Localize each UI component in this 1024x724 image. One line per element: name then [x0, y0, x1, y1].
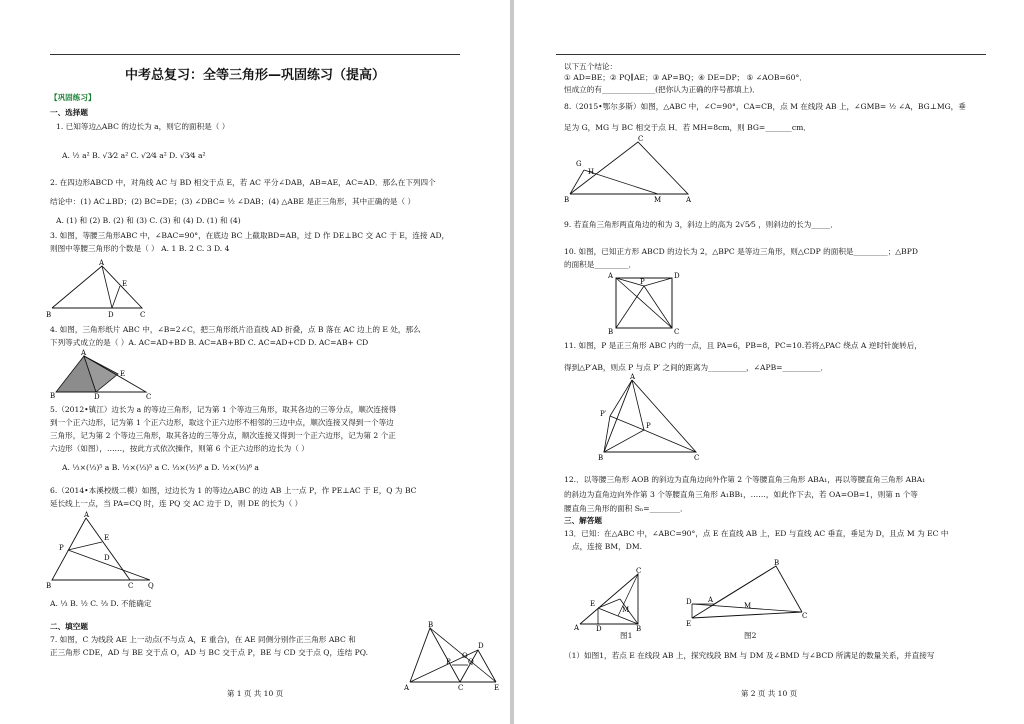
svg-text:A: A	[404, 684, 410, 690]
q12-line1: 12.．以等腰三角形 AOB 的斜边为直角边向外作第 2 个等腰直角三角形 ABA₁，再以等腰直角三角形 ABA₁	[564, 475, 926, 484]
header-rule	[556, 54, 986, 55]
page-1-number: 第 1 页 共 10 页	[226, 689, 284, 698]
svg-text:A: A	[81, 349, 87, 357]
q3-line2: 则图中等腰三角形的个数是（ ） A. 1 B. 2 C. 3 D. 4	[50, 244, 230, 253]
q7-figure	[404, 620, 504, 690]
q9-text: 9. 若直角三角形两直角边的和为 3，斜边上的高为 2√5⁄5 ，则斜边的长为_____．	[564, 220, 838, 229]
q1-options: A. ½ a² B. √3⁄2 a² C. √2⁄4 a² D. √3⁄4 a²	[62, 151, 206, 160]
svg-text:C: C	[458, 684, 464, 690]
svg-text:P: P	[640, 278, 645, 286]
svg-text:C: C	[636, 567, 642, 575]
q6-line2: 延长线上一点，当 PA=CQ 时，连 PQ 交 AC 边于 D，则 DE 的长为（ ）	[50, 499, 303, 508]
svg-text:C: C	[146, 393, 152, 400]
q13-figure-2	[686, 558, 816, 632]
svg-text:A: A	[99, 259, 105, 267]
q7-line1: 7. 如图，C 为线段 AE 上一动点(不与点 A，E 重合)，在 AE 同侧分别作正三角形 ABC 和	[50, 635, 356, 644]
q13-line2: 点，连接 BM，DM.	[572, 542, 643, 551]
q1-text: 1. 已知等边△ABC 的边长为 a，则它的面积是（ ）	[56, 122, 230, 131]
q11-figure	[596, 372, 716, 462]
q11-line2: 得到△P′AB，则点 P 与点 P′ 之间的距离为__________，∠APB=__________．	[564, 363, 829, 372]
svg-text:D: D	[478, 642, 484, 650]
svg-text:B: B	[46, 311, 52, 319]
q8-line2: 足为 G，MG 与 BC 相交于点 H．若 MH=8cm，则 BG=_______cm．	[564, 123, 811, 132]
q5-line3: 三角形，记为第 2 个等边三角形，取其各边的三等分点，顺次连接又得到一个正六边形，记为第 2 个正	[50, 431, 396, 440]
q7-answer-blank: 恒成立的有______________(把你认为正确的序号都填上)．	[564, 85, 760, 94]
svg-text:M: M	[744, 602, 752, 610]
svg-text:M: M	[654, 196, 662, 204]
q7-line2: 正三角形 CDE，AD 与 BE 交于点 O，AD 与 BC 交于点 P，BE 与 CD 交于点 Q，连结 PQ.	[50, 648, 369, 657]
svg-text:C: C	[140, 311, 146, 319]
svg-text:C: C	[128, 582, 134, 590]
svg-text:P: P	[446, 658, 451, 666]
svg-text:A: A	[574, 624, 580, 632]
q11-line1: 11. 如图，P 是正三角形 ABC 内的一点，且 PA=6，PB=8，PC=10.若将△PAC 绕点 A 逆时针旋转后，	[564, 341, 922, 350]
q13-part1: （1）如图1，若点 E 在线段 AB 上，探究线段 BM 与 DM 及∠BMD 与∠BCD 所满足的数量关系，并直接写	[564, 651, 935, 660]
svg-text:O: O	[462, 652, 468, 660]
svg-text:E: E	[122, 280, 128, 288]
q5-line1: 5.（2012•镇江）边长为 a 的等边三角形，记为第 1 个等边三角形，取其各边的三等分点，顺次连接得	[50, 405, 397, 414]
svg-text:D: D	[686, 598, 692, 606]
svg-text:Q: Q	[148, 582, 154, 590]
q8-figure	[562, 134, 702, 206]
svg-text:E: E	[590, 600, 596, 608]
page-2	[514, 0, 1024, 724]
svg-text:P: P	[59, 544, 64, 552]
q10-line1: 10. 如图，已知正方形 ABCD 的边长为 2，△BPC 是等边三角形，则△CDP 的面积是_________；△BPD	[564, 247, 918, 256]
svg-text:E: E	[494, 684, 500, 690]
q5-options: A. ⅓×(⅓)⁵ a B. ½×(⅓)⁵ a C. ⅓×(½)⁶ a D. ½×(⅓)⁶ a	[62, 463, 259, 472]
svg-text:B: B	[636, 625, 642, 632]
page-1	[0, 0, 510, 724]
svg-text:P′: P′	[600, 410, 607, 418]
svg-text:B: B	[774, 559, 780, 567]
svg-text:C: C	[694, 454, 700, 462]
svg-text:M: M	[622, 606, 630, 614]
svg-text:C: C	[802, 612, 808, 620]
q13-line1: 13．已知：在△ABC 中，∠ABC=90°，点 E 在直线 AB 上，ED 与直线 AC 垂直，垂足为 D，且点 M 为 EC 中	[564, 529, 949, 538]
q10-figure	[606, 270, 686, 334]
svg-text:D: D	[104, 554, 110, 562]
svg-text:D: D	[674, 272, 680, 280]
q6-options: A. ⅓ B. ½ C. ⅔ D. 不能确定	[50, 599, 152, 608]
section-solve: 三、解答题	[564, 516, 602, 525]
q5-line4: 六边形（如图），……，按此方式依次操作，则第 6 个正六边形的边长为（ ）	[50, 444, 309, 453]
svg-text:H: H	[588, 168, 595, 176]
svg-text:Q: Q	[468, 658, 474, 666]
q5-line2: 到一个正六边形，记为第 1 个正六边形，取这个正六边形不相邻的三边中点，顺次连接又得到一个等边	[50, 418, 394, 427]
q13-figure-1	[572, 566, 682, 632]
q12-line2: 的斜边为直角边向外作第 3 个等腰直角三角形 A₁BB₁，……，如此作下去，若 OA=OB=1，则第 n 个等	[564, 490, 918, 499]
q2-options: A. (1) 和 (2) B. (2) 和 (3) C. (3) 和 (4) D. (1) 和 (4)	[56, 216, 241, 225]
svg-text:B: B	[50, 392, 56, 400]
svg-text:B: B	[46, 582, 52, 590]
q7-conclusions: ① AD=BE；② PQ∥AE；③ AP=BQ；④ DE=DP； ⑤ ∠AOB=60°．	[564, 73, 807, 82]
figure-2-caption: 图2	[744, 631, 757, 640]
section-choice: 一、选择题	[50, 108, 88, 117]
svg-text:C: C	[638, 135, 644, 143]
q4-figure	[50, 348, 160, 400]
svg-text:E: E	[686, 620, 692, 628]
section-fill: 二、填空题	[50, 622, 88, 631]
svg-text:A: A	[708, 596, 714, 604]
svg-text:D: D	[94, 393, 100, 400]
svg-text:C: C	[674, 328, 680, 334]
q3-figure	[44, 258, 154, 320]
svg-text:B: B	[564, 196, 570, 204]
q7-conclusions-intro: 以下五个结论：	[564, 62, 618, 71]
q6-figure	[44, 510, 164, 590]
q3-line1: 3. 如图，等腰三角形ABC 中，∠BAC=90°，在底边 BC 上截取BD=AB，过 D 作 DE⊥BC 交 AC 于 E，连接 AD，	[50, 231, 450, 240]
q8-line1: 8.（2015•鄂尔多斯）如图，△ABC 中，∠C=90°，CA=CB，点 M 在线段 AB 上，∠GMB= ½ ∠A，BG⊥MG，垂	[564, 102, 966, 111]
figure-1-caption: 图1	[620, 631, 633, 640]
page-title: 中考总复习：全等三角形—巩固练习（提高）	[124, 68, 385, 83]
page-2-number: 第 2 页 共 10 页	[740, 689, 798, 698]
svg-text:G: G	[576, 160, 582, 168]
svg-text:A: A	[630, 373, 636, 381]
svg-text:B: B	[608, 328, 614, 334]
svg-text:B: B	[428, 621, 434, 629]
header-rule	[50, 54, 460, 55]
practice-tag: 【巩固练习】	[50, 93, 96, 102]
q6-line1: 6.（2014•本溪校级二模）如图，过边长为 1 的等边△ABC 的边 AB 上一点 P，作 PE⊥AC 于 E，Q 为 BC	[50, 486, 417, 495]
svg-text:D: D	[596, 625, 602, 632]
svg-text:P: P	[646, 422, 651, 430]
q4-line2: 下列等式成立的是（ ）A. AC=AD+BD B. AC=AB+BD C. AC=AD+CD D. AC=AB+ CD	[50, 338, 369, 347]
svg-text:A: A	[686, 196, 692, 204]
svg-text:B: B	[598, 454, 604, 462]
svg-text:A: A	[84, 511, 90, 519]
svg-text:E: E	[104, 534, 110, 542]
q2-line1: 2. 在四边形ABCD 中，对角线 AC 与 BD 相交于点 E，若 AC 平分∠DAB，AB=AE，AC=AD．那么在下列四个	[50, 178, 436, 187]
svg-text:D: D	[108, 311, 114, 319]
q2-line2: 结论中：(1) AC⊥BD；(2) BC=DE；(3) ∠DBC= ½ ∠DAB；(4) △ABE 是正三角形，其中正确的是（ ）	[50, 197, 416, 206]
svg-text:A: A	[608, 272, 614, 280]
q12-line3: 腰直角三角形的面积 Sₙ=________．	[564, 504, 688, 513]
q10-line2: 的面积是_________．	[564, 260, 637, 269]
svg-text:E: E	[120, 370, 126, 378]
q4-line1: 4. 如图，三角形纸片 ABC 中，∠B=2∠C，把三角形纸片沿直线 AD 折叠，点 B 落在 AC 边上的 E 处，那么	[50, 325, 421, 334]
